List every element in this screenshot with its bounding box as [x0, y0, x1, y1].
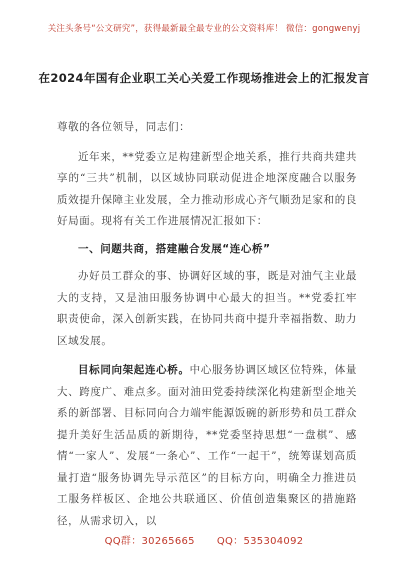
salutation: 尊敬的各位领导，同志们： [57, 121, 191, 133]
promo-banner[interactable]: 关注头条号“公文研究”，获得最新最全最专业的公文资料库！ 微信：gongwenyj [47, 24, 361, 34]
section-1-paragraph: 办好员工群众的事、协调好区域的事，既是对油气主业最大的支持，又是油田服务协调中心最大的担当。**党委扛牢职责使命，深入创新实践，在协同共商中提升幸福指数、助力区域发展。 [57, 270, 357, 347]
intro-paragraph: 近年来，**党委立足构建新型企地关系，推行共商共建共享的“三共”机制，以区域协同联动促进企地深度融合以服务质效提升保障主业发展，全力推动形成心齐气顺劲足家和的良好局面。现将有关工作进展情况汇报如下： [57, 150, 357, 227]
contact-footer [0, 532, 408, 547]
paragraph-2-text: 中心服务协调区域区位特殊，体量大、跨度广、难点多。面对油田党委持续深化构建新型企地关系的新部署、目标同向合力端牢能源饭碗的新形势和员工群众提升美好生活品质的新期待，**党委坚持思想“一盘棋”、感情“一家人”、发展“一条心”、工作“一起干”，统筹谋划高质量打造“服务协调先导示范区”的目标方向，明确全力推进员工服务样板区、企地公共联通区、价值创造集聚区的措施路径，从需求切入，以 [57, 364, 357, 527]
document-title: 在2024年国有企业职工关心关爱工作现场推进会上的汇报发言 [38, 71, 370, 85]
section-heading-1: 一、问题共商，搭建融合发展“连心桥” [78, 242, 271, 255]
paragraph-2 [57, 360, 357, 532]
qq-group: QQ群：30265665 [104, 536, 195, 547]
paragraph-2-lead: 目标同向架起连心桥。 [78, 364, 190, 376]
document-body [57, 117, 357, 532]
qq-contact: QQ：535304092 [216, 536, 304, 547]
